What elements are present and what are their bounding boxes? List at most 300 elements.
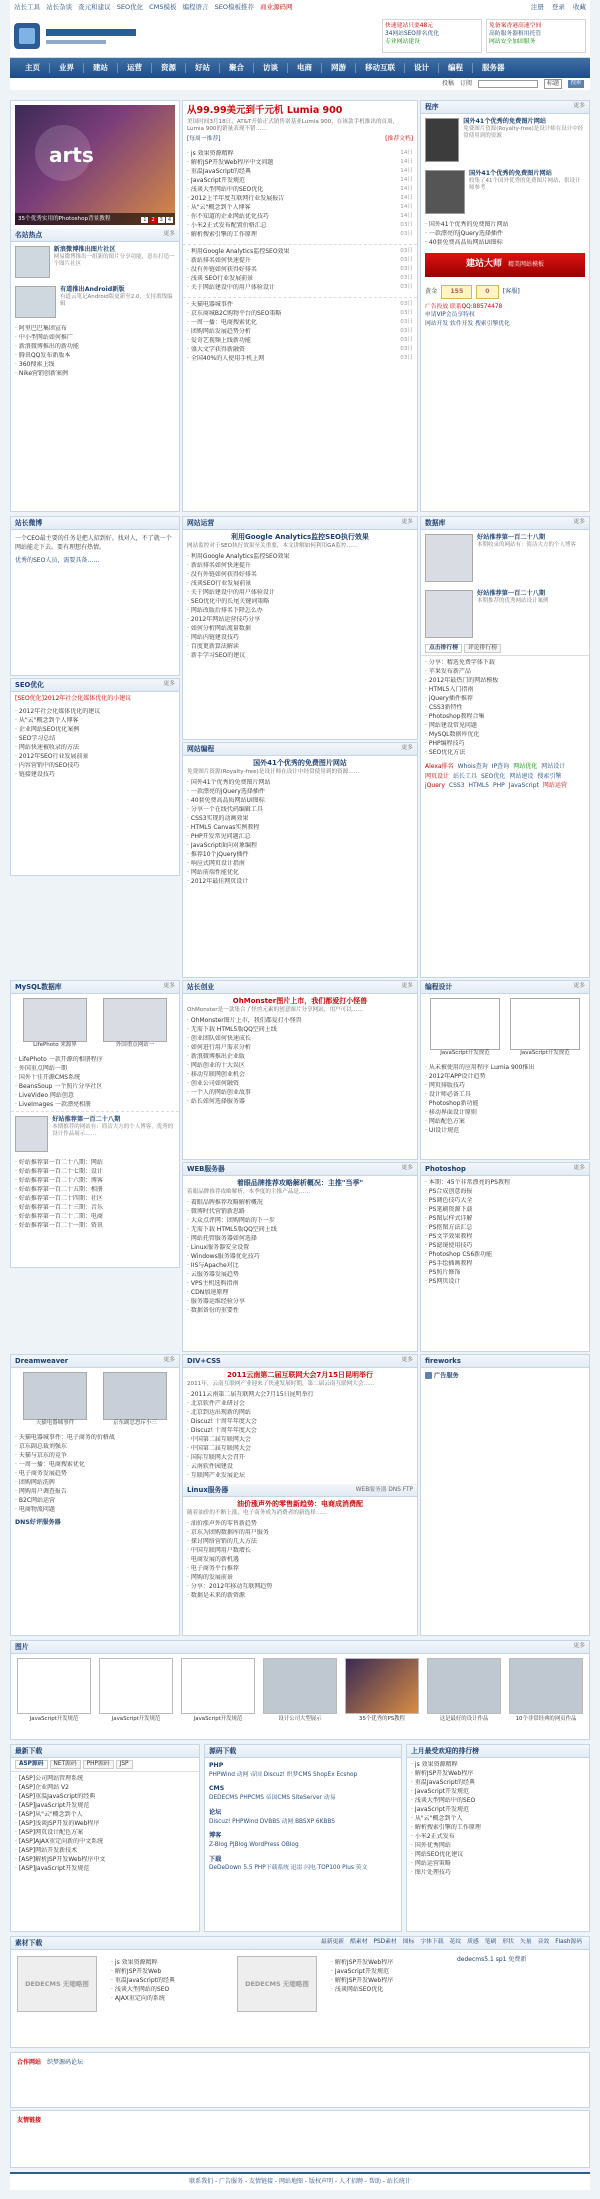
list-item[interactable] — [15, 1783, 195, 1792]
list-item[interactable] — [425, 1223, 585, 1232]
list-item[interactable] — [187, 805, 413, 814]
list-item[interactable] — [187, 1556, 413, 1565]
list-item[interactable] — [425, 1178, 585, 1187]
list-item[interactable] — [425, 685, 585, 694]
list-item-title[interactable]: · 好站推荐第一百二十七期：设计 — [18, 1167, 103, 1175]
list-item[interactable] — [187, 841, 413, 850]
list-item[interactable] — [425, 1090, 585, 1099]
more-link[interactable]: 更多 — [573, 1643, 585, 1650]
list-item[interactable] — [425, 694, 585, 703]
list-item[interactable] — [15, 1221, 175, 1230]
material-cat[interactable]: 酷素材 — [350, 1939, 368, 1946]
list-item[interactable] — [187, 1538, 413, 1547]
list-item-title[interactable]: · 网站改版后排名下降怎么办 — [190, 607, 263, 615]
list-item[interactable] — [425, 658, 585, 667]
list-item[interactable] — [15, 369, 175, 378]
source-group-links[interactable]: Z-Blog PJBlog WordPress OBlog — [209, 1842, 299, 1849]
list-item[interactable] — [15, 1055, 175, 1064]
list-item[interactable] — [187, 309, 413, 318]
list-item-title[interactable]: · 企业网站SEO优化案例 — [18, 726, 80, 734]
tag-link[interactable]: jQuery — [425, 782, 445, 790]
list-item-title[interactable]: · 微博时代营销新思路 — [190, 1208, 245, 1216]
list-item[interactable] — [411, 1859, 585, 1868]
search-button[interactable]: 搜索 — [568, 80, 584, 88]
list-item[interactable] — [187, 1070, 413, 1079]
header-ad[interactable]: 快速建站只要48元 34网站SEO排名优化 专业网站建设 — [382, 19, 482, 53]
list-item[interactable] — [15, 324, 175, 333]
tab-comment-rank[interactable]: 评论排行榜 — [464, 644, 501, 653]
list-item-title[interactable]: · 大众点评网：团购网站的下一步 — [190, 1217, 275, 1225]
design-thumb[interactable]: JavaScript开发规范 — [510, 998, 580, 1057]
list-item[interactable] — [411, 1787, 585, 1796]
list-item[interactable] — [425, 1081, 585, 1090]
list-item[interactable] — [15, 753, 175, 762]
list-item-title[interactable]: · Windows服务器优化技巧 — [190, 1253, 260, 1261]
list-item[interactable] — [15, 1158, 175, 1167]
list-item[interactable] — [15, 360, 175, 369]
list-item-title[interactable]: · 数据备份的重要性 — [190, 1307, 239, 1315]
list-item-title[interactable]: · [ASP]从"云"概念到个人 — [18, 1810, 83, 1818]
tab-jsp[interactable]: JSP — [116, 1760, 133, 1769]
vip-note[interactable]: 申请VIP会员享特权 — [425, 312, 475, 319]
list-item-title[interactable]: · Discuz! 十周年年度大会 — [190, 1427, 257, 1435]
list-item-title[interactable]: · [ASP]JavaScript开发规范 — [18, 1864, 90, 1872]
list-item-title[interactable]: · 好站推荐第一百二十五期：相册 — [18, 1185, 103, 1193]
list-item[interactable] — [187, 624, 413, 633]
nav-item[interactable]: 设计 — [405, 63, 439, 72]
list-item-title[interactable]: · 互联网产业发展论坛 — [190, 1472, 245, 1480]
list-item[interactable] — [425, 721, 585, 730]
material-cat[interactable]: 花纹 — [449, 1939, 462, 1946]
list-item-title[interactable]: · 内容营销中的SEO技巧 — [18, 762, 80, 770]
list-item[interactable] — [425, 739, 585, 748]
more-link[interactable]: 更多 — [163, 1357, 175, 1364]
list-item-title[interactable]: · 2012年APP设计趋势 — [428, 1072, 486, 1080]
list-item-title[interactable]: · 天猫电器城事件：电子商务的价格战 — [18, 1433, 115, 1441]
list-item-title[interactable]: · 天猫电器城事件 — [190, 300, 233, 308]
list-item[interactable] — [15, 1487, 175, 1496]
list-item[interactable] — [425, 1259, 585, 1268]
list-item[interactable] — [15, 1064, 175, 1073]
ad-note[interactable]: 广告投放 联系QQ:88574478 — [425, 303, 503, 310]
more-link[interactable]: 更多 — [401, 519, 413, 526]
list-item-title[interactable]: · BeansSoup 一个照片分享社区 — [18, 1082, 103, 1090]
list-item[interactable] — [411, 1868, 585, 1877]
list-item[interactable] — [425, 1126, 585, 1135]
list-item[interactable] — [15, 1828, 195, 1837]
rss-link[interactable]: 订阅 — [459, 80, 472, 88]
list-item[interactable] — [187, 552, 413, 561]
list-item[interactable] — [187, 194, 413, 203]
tag-link[interactable]: 网站优化 — [513, 763, 538, 771]
nav-item[interactable]: 运营 — [118, 63, 152, 72]
list-item[interactable] — [187, 1216, 413, 1225]
list-item[interactable] — [425, 1214, 585, 1223]
list-item-title[interactable]: · SEO优化方法 — [428, 748, 466, 756]
list-item-title[interactable]: · 国外优秀网站 — [414, 1841, 451, 1849]
list-item[interactable] — [425, 229, 585, 238]
list-item[interactable] — [15, 1433, 175, 1442]
list-item[interactable] — [187, 1252, 413, 1261]
list-item[interactable] — [111, 1958, 223, 1967]
list-item[interactable] — [187, 1435, 413, 1444]
list-item[interactable] — [15, 1451, 175, 1460]
list-item-title[interactable]: · JavaScript开发规范 — [414, 1805, 469, 1813]
list-item-title[interactable]: · PS调色技巧大全 — [428, 1196, 473, 1204]
top-link[interactable]: 查元和建议 — [78, 2, 111, 11]
list-item[interactable] — [15, 1167, 175, 1176]
list-item[interactable] — [15, 342, 175, 351]
more-link[interactable]: 更多 — [573, 103, 585, 110]
list-item-title[interactable]: · 一周一播：电商搜索优化 — [190, 318, 257, 326]
list-item-title[interactable]: · 创业公司如何融资 — [190, 1080, 239, 1088]
list-item[interactable] — [187, 1079, 413, 1088]
list-item-title[interactable]: · 你不知道的企业网站优化技巧 — [190, 212, 269, 220]
list-item-title[interactable]: · 一款漂亮的jQuery选择插件 — [428, 229, 503, 237]
partner-link[interactable]: 织梦源码论坛 — [47, 2059, 84, 2066]
list-item-title[interactable]: · 2012年SEO行业发展前景 — [18, 753, 89, 761]
list-item-title[interactable]: · 没有外链如何获得好排名 — [190, 571, 257, 579]
list-item-title[interactable]: · Photoshop新功能 — [428, 1099, 479, 1107]
list-item-title[interactable]: · 响应式网页设计指南 — [190, 860, 245, 868]
list-item-title[interactable]: · 电商物流问题 — [18, 1505, 55, 1513]
list-item-title[interactable]: · 阿里巴巴集团宣布 — [18, 324, 67, 332]
site-logo[interactable] — [14, 19, 194, 53]
program-title[interactable]: 国外41个优秀的免费图片网站 — [463, 118, 547, 125]
list-item-title[interactable]: · 一个人的网站创业故事 — [190, 1089, 251, 1097]
list-item-title[interactable]: · Linux服务器安全设置 — [190, 1244, 250, 1252]
list-item-title[interactable]: · 新手学习SEO的建议 — [190, 652, 246, 660]
coding-headline[interactable]: 国外41个优秀的免费图片网站 — [253, 759, 347, 767]
list-item[interactable] — [425, 1205, 585, 1214]
more-link[interactable]: 更多 — [401, 983, 413, 990]
list-item-title[interactable]: · 一周一播：电商搜索优化 — [18, 1460, 85, 1468]
support-link[interactable]: [客服] — [502, 288, 520, 295]
material-cat[interactable]: 矢量 — [519, 1939, 532, 1946]
list-item[interactable] — [425, 712, 585, 721]
program-title[interactable]: 国外41个优秀的免费图片网站 — [469, 170, 552, 177]
list-item[interactable] — [15, 1100, 175, 1109]
list-item[interactable] — [187, 1547, 413, 1556]
material-cat[interactable]: 笔刷 — [484, 1939, 497, 1946]
list-item-title[interactable]: · 移动界面设计原则 — [428, 1108, 477, 1116]
list-item-title[interactable]: · 爱奇艺视频上线新功能 — [190, 336, 251, 344]
list-item[interactable] — [15, 1505, 175, 1514]
list-item[interactable] — [111, 1976, 223, 1985]
list-item[interactable] — [425, 220, 585, 229]
list-item-title[interactable]: · [ASP]AJAX重定向新的中文系统 — [18, 1837, 104, 1845]
mysql-sub-title[interactable]: 好站推荐第一百二十八期 — [52, 1115, 121, 1123]
list-item-title[interactable]: · 解析JSP开发Web程序 — [414, 1769, 474, 1777]
submit-link[interactable]: 投稿 — [441, 80, 454, 88]
list-item-title[interactable]: · 中小型网站如何推广 — [18, 333, 73, 341]
database-title[interactable]: 好站推荐第一百二十八期 — [477, 590, 546, 597]
list-item-title[interactable]: · PS滤镜使用技巧 — [428, 1241, 473, 1249]
list-item[interactable] — [187, 1052, 413, 1061]
list-item-title[interactable]: · 腾讯QQ发布新版本 — [18, 351, 71, 359]
list-item[interactable] — [187, 1565, 413, 1574]
top-link[interactable]: SEO优化 — [116, 2, 144, 11]
list-item[interactable] — [187, 615, 413, 624]
list-item[interactable] — [187, 579, 413, 588]
list-item[interactable] — [187, 1426, 413, 1435]
list-item-title[interactable]: · JavaScript开发规范 — [414, 1787, 469, 1795]
list-item-title[interactable]: · Photoshop教程合集 — [428, 712, 485, 720]
list-item-title[interactable]: · 解析搜索引擎的工作原理 — [414, 1823, 481, 1831]
database-title[interactable]: 好站推荐第一百二十八期 — [477, 534, 546, 541]
list-item[interactable] — [425, 238, 585, 247]
list-item-title[interactable]: · 云服务器发展趋势 — [190, 1271, 239, 1279]
list-item[interactable] — [187, 642, 413, 651]
material-cat[interactable]: 图标 — [402, 1939, 415, 1946]
list-item-title[interactable]: · [ASP]网页设计配色方案 — [18, 1828, 84, 1836]
list-item-title[interactable]: · [ASP]解析JSP开发Web程序中文 — [18, 1855, 106, 1863]
list-item[interactable] — [411, 1796, 585, 1805]
list-item[interactable] — [187, 787, 413, 796]
list-item[interactable] — [425, 1063, 585, 1072]
list-item[interactable] — [331, 1976, 443, 1985]
list-item[interactable] — [15, 333, 175, 342]
list-item-title[interactable]: · 解析JSP开发Web程序 — [334, 1958, 394, 1966]
list-item-title[interactable]: · 中国互联网用户数增长 — [190, 1547, 251, 1555]
list-item[interactable] — [187, 158, 413, 167]
list-item-title[interactable]: · 京东为团购数据库的用户服务 — [190, 1529, 269, 1537]
list-item-title[interactable]: · 网购用户调查报告 — [18, 1487, 67, 1495]
database-item[interactable] — [421, 586, 589, 642]
list-item[interactable] — [411, 1841, 585, 1850]
list-item-title[interactable]: · B2C网站运营 — [18, 1496, 56, 1504]
list-item[interactable] — [187, 336, 413, 345]
list-item-title[interactable]: · 分享：精选免费字体下载 — [428, 658, 495, 666]
list-item-title[interactable]: · SEO学习总结 — [18, 735, 56, 743]
list-item[interactable] — [15, 1460, 175, 1469]
list-item[interactable] — [187, 1583, 413, 1592]
ad-service-link[interactable]: 广告服务 — [421, 1368, 589, 1384]
list-item[interactable] — [425, 703, 585, 712]
list-item[interactable] — [111, 1985, 223, 1994]
list-item-title[interactable]: · 浅谈网站SEO优化 — [334, 1985, 384, 1993]
list-item-title[interactable]: · 移动互联网创业机会 — [190, 1071, 245, 1079]
list-item-title[interactable]: · 电子商务发展趋势 — [18, 1469, 67, 1477]
list-item-title[interactable]: · 网站配色方案 — [428, 1117, 465, 1125]
list-item-title[interactable]: · [ASP]公司网站管理系统 — [18, 1774, 84, 1782]
list-item-title[interactable]: · PS图层样式详解 — [428, 1214, 473, 1222]
list-item-title[interactable]: · PS合成创意海报 — [428, 1187, 473, 1195]
dw-thumb[interactable]: 京东副总怒斥小三 — [103, 1372, 167, 1427]
list-item-title[interactable]: · 一款漂亮的jQuery选择插件 — [190, 788, 265, 796]
list-item[interactable] — [15, 1478, 175, 1487]
list-item[interactable] — [187, 318, 413, 327]
list-item[interactable] — [15, 1810, 195, 1819]
list-item-title[interactable]: · 浅谈大型网站的SEO — [114, 1985, 170, 1993]
list-item-title[interactable]: · MySQL数据库优化 — [428, 730, 480, 738]
more-link[interactable]: 更多 — [163, 983, 175, 990]
nav-item[interactable]: 电商 — [288, 63, 322, 72]
list-item-title[interactable]: · LiveVideo 网站创意 — [18, 1091, 74, 1099]
list-item-title[interactable]: · PHP开发常见问题汇总 — [190, 833, 251, 841]
list-item-title[interactable]: · SEO优化中的长尾关键词策略 — [190, 598, 270, 606]
analytics-headline[interactable]: 利用Google Analytics监控SEO执行效果 — [231, 533, 369, 541]
list-item[interactable] — [187, 354, 413, 363]
list-item[interactable] — [187, 283, 413, 292]
list-item-title[interactable]: · LiveImages 一款漂亮相册 — [18, 1100, 91, 1108]
list-item[interactable] — [187, 1198, 413, 1207]
list-item[interactable] — [15, 1194, 175, 1203]
list-item-title[interactable]: · VPS主机选购指南 — [190, 1280, 239, 1288]
list-item[interactable] — [187, 247, 413, 256]
list-item-title[interactable]: · 解析JSP开发Web程序 — [334, 1976, 394, 1984]
list-item[interactable] — [15, 771, 175, 780]
list-item-title[interactable]: · 浅谈SEO行业发展前景 — [190, 580, 252, 588]
list-item-title[interactable]: · 无需下载 HTML5版QQ空间上线 — [190, 1026, 277, 1034]
material-cat[interactable]: 质感 — [467, 1939, 479, 1946]
list-item[interactable] — [411, 1778, 585, 1787]
list-item[interactable] — [187, 877, 413, 886]
footer[interactable]: 联系我们 - 广告服务 - 友情链接 - 网站地图 - 版权声明 - 人才招聘 - 帮助 - 站长统计 — [10, 2172, 590, 2190]
search-input[interactable] — [478, 80, 538, 88]
list-item-title[interactable]: · UI设计规范 — [428, 1126, 460, 1134]
pic-item[interactable] — [345, 1658, 419, 1723]
tag-link[interactable]: Alexa排名 — [425, 763, 454, 771]
list-item-title[interactable]: · 没有外链如何获得好排名 — [190, 265, 257, 273]
register-link[interactable]: 注册 — [530, 2, 544, 11]
list-item[interactable] — [187, 1016, 413, 1025]
list-item[interactable] — [15, 1091, 175, 1100]
list-item-title[interactable]: · CDN加速原理 — [190, 1289, 229, 1297]
list-item[interactable] — [187, 778, 413, 787]
list-item-title[interactable]: · 链接建设技巧 — [18, 771, 55, 779]
list-item[interactable] — [111, 1994, 223, 2003]
linux-headline[interactable]: 油价涨声外的零售新趋势：电商成消费配 — [237, 1500, 363, 1509]
list-item[interactable] — [187, 1243, 413, 1252]
webmaster-sub[interactable]: 优秀的SEO人员，需要具备…… — [15, 556, 100, 564]
list-item[interactable] — [187, 868, 413, 877]
list-item[interactable] — [15, 1846, 195, 1855]
list-item-title[interactable]: · 图片处理技巧 — [414, 1868, 451, 1876]
dns-link[interactable]: DNS好评服务器 — [15, 1518, 61, 1526]
list-item-title[interactable]: · 解析搜索引擎的工作原理 — [190, 230, 257, 238]
list-item-title[interactable]: · JavaScript面向对象编程 — [190, 842, 257, 850]
list-item-title[interactable]: · Nike营销创新案例 — [18, 369, 69, 377]
list-item-title[interactable]: · 站长如何选择服务器 — [190, 1098, 245, 1106]
list-item-title[interactable]: · PS照片修饰 — [428, 1268, 461, 1276]
list-item[interactable] — [425, 1099, 585, 1108]
list-item-title[interactable]: · 40套免费高品质网站UI图标 — [190, 797, 265, 805]
list-item-title[interactable]: · 电子商务平台推荐 — [190, 1565, 239, 1573]
list-item[interactable] — [15, 1185, 175, 1194]
lead-meta-left[interactable]: [每周一推荐] — [187, 135, 221, 142]
list-item[interactable] — [15, 351, 175, 360]
list-item-title[interactable]: · 好站推荐第一百二十四期：社区 — [18, 1194, 103, 1202]
list-item-title[interactable]: · 浅谈大型网站中的SEO优化 — [190, 185, 264, 193]
list-item-title[interactable]: · 网站前端性能优化 — [190, 869, 239, 877]
list-item[interactable] — [111, 1967, 223, 1976]
list-item-title[interactable]: · 设计师必备工具 — [428, 1090, 471, 1098]
list-item-title[interactable]: · 重温JavaScript的经典 — [190, 167, 251, 175]
list-item-title[interactable]: · 本期：45个非常漂亮的PS教程 — [428, 1178, 510, 1186]
list-item-title[interactable]: · 网页排版技巧 — [428, 1081, 465, 1089]
list-item[interactable] — [425, 1196, 585, 1205]
list-item[interactable] — [187, 176, 413, 185]
material-right-link[interactable]: dedecms5.1 sp1 免费新 — [457, 1956, 527, 1963]
list-item-title[interactable]: · 小米2正式发布 — [414, 1832, 455, 1840]
list-item[interactable] — [15, 1801, 195, 1810]
tag-link[interactable]: 网页设计 — [425, 772, 450, 780]
top-link[interactable]: 站长杂谈 — [46, 2, 73, 11]
list-item[interactable] — [425, 1108, 585, 1117]
material-cat[interactable]: 字体下载 — [420, 1939, 444, 1946]
list-item[interactable] — [187, 203, 413, 212]
login-link[interactable]: 登录 — [551, 2, 565, 11]
list-item[interactable] — [15, 726, 175, 735]
list-item[interactable] — [187, 1025, 413, 1034]
list-item-title[interactable]: · 国外十佳开源CMS系统 — [18, 1073, 81, 1081]
list-item-title[interactable]: · 好站推荐第一百二十一期：资讯 — [18, 1221, 103, 1229]
list-item[interactable] — [187, 1043, 413, 1052]
list-item[interactable] — [187, 1408, 413, 1417]
pic-item[interactable] — [181, 1658, 255, 1723]
tag-link[interactable]: SEO优化 — [481, 772, 506, 780]
mysql-thumb[interactable]: 外国重点网站一 — [103, 998, 167, 1049]
list-item-title[interactable]: · 数据是未来的新资源 — [190, 1592, 245, 1600]
list-item-title[interactable]: · 服务器运维经验分享 — [190, 1298, 245, 1306]
list-item-title[interactable]: · 重温JavaScript的经典 — [114, 1976, 175, 1984]
list-item-title[interactable]: · 分享：2012年移动互联网趋势 — [190, 1583, 273, 1591]
hot-title[interactable]: 有道推出Android新版 — [59, 286, 125, 293]
list-item[interactable] — [187, 327, 413, 336]
list-item-title[interactable]: · 网站运营策略 — [414, 1859, 451, 1867]
list-item-title[interactable]: · 着眼品牌推荐攻略解析概况 — [190, 1199, 263, 1207]
top-link[interactable]: 站长工具 — [14, 2, 40, 11]
source-group-links[interactable]: DeDeDown 5.5 PHP下载系统 迅雷 闪电 TOP100 Plus 英文 — [209, 1865, 368, 1872]
list-item[interactable] — [187, 256, 413, 265]
feature-image[interactable]: arts 35个优秀实用的Photoshop背景教程 1 2 3 4 — [15, 105, 175, 225]
list-item-title[interactable]: · 新站排名如何快速提升 — [190, 256, 251, 264]
list-item-title[interactable]: · CSS3实现的动画效果 — [190, 815, 249, 823]
list-item-title[interactable]: · CSS3新特性 — [428, 703, 463, 711]
bookmark-link[interactable]: 收藏 — [573, 2, 586, 11]
list-item[interactable] — [331, 1985, 443, 1994]
list-item[interactable] — [187, 1088, 413, 1097]
hot-title[interactable]: 新浪微博推出图片社区 — [53, 246, 116, 253]
list-item[interactable] — [15, 1855, 195, 1864]
list-item[interactable] — [15, 1442, 175, 1451]
tag-link[interactable]: 网站建设 — [509, 772, 534, 780]
list-item-title[interactable]: · 盛大文学获得新融资 — [190, 345, 245, 353]
list-item[interactable] — [15, 1496, 175, 1505]
list-item-title[interactable]: · PS文字效果教程 — [428, 1232, 473, 1240]
list-item[interactable] — [187, 1270, 413, 1279]
list-item[interactable] — [187, 1061, 413, 1070]
list-item-title[interactable]: · Photoshop CS6新功能 — [428, 1250, 493, 1258]
list-item[interactable] — [425, 676, 585, 685]
list-item[interactable] — [187, 1390, 413, 1399]
top-link[interactable]: 编程语言 — [182, 2, 209, 11]
list-item-title[interactable]: · 国外41个优秀的免费图片网站 — [428, 220, 509, 228]
list-item[interactable] — [187, 230, 413, 239]
nav-item[interactable]: 聚合 — [220, 63, 254, 72]
seo-headline[interactable]: [SEO优化]2012年社会化媒体优化的小建议 — [15, 695, 132, 702]
list-item[interactable] — [187, 1592, 413, 1601]
list-item[interactable] — [411, 1805, 585, 1814]
nav-item[interactable]: 网游 — [322, 63, 356, 72]
pic-item[interactable] — [263, 1658, 337, 1723]
list-item[interactable] — [187, 345, 413, 354]
list-item[interactable] — [15, 1792, 195, 1801]
source-group-links[interactable]: Discuz! PHPWind DVBBS 动网 BBSXP 6KBBS — [209, 1818, 335, 1825]
list-item[interactable] — [187, 1279, 413, 1288]
list-item[interactable] — [425, 1072, 585, 1081]
